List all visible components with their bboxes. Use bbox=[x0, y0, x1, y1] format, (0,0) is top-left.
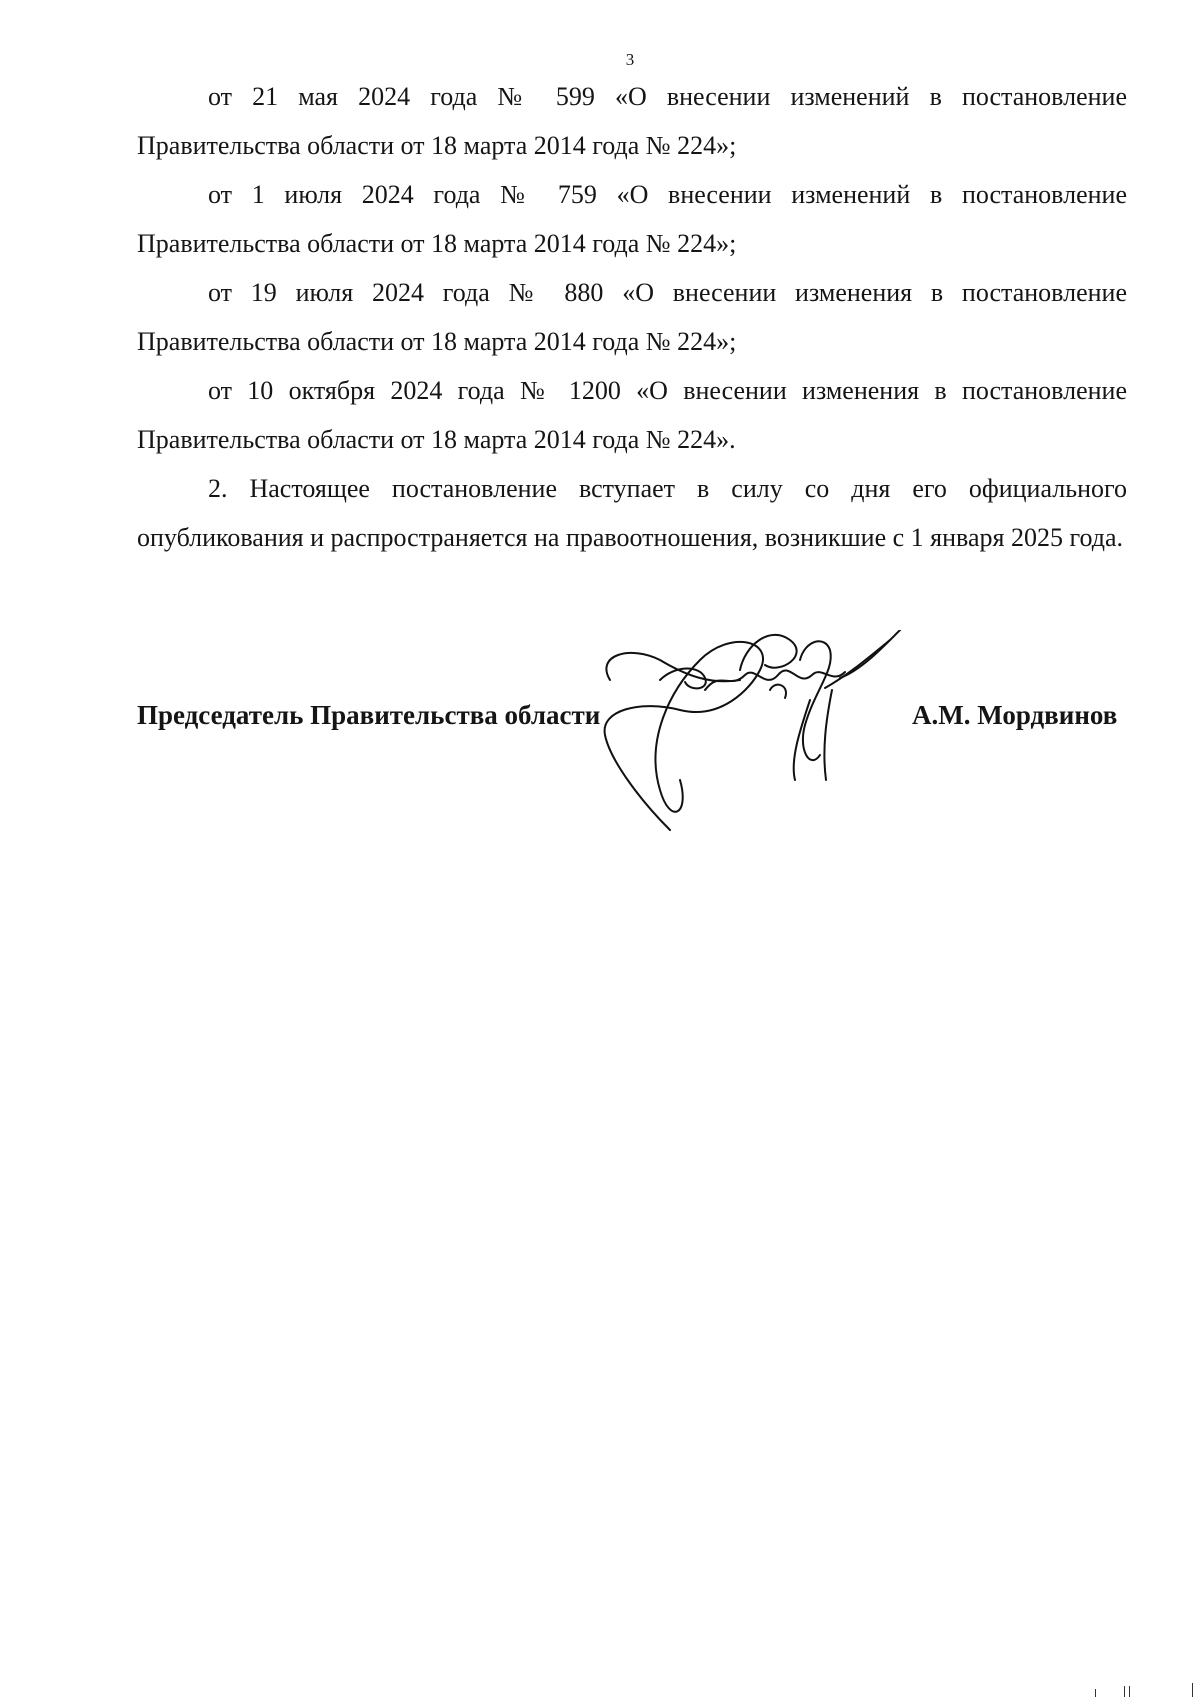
page-number: 3 bbox=[625, 50, 635, 69]
scan-edge-mark bbox=[1095, 1689, 1096, 1697]
scan-edge-mark bbox=[1192, 1683, 1193, 1697]
paragraph-amendment-880: от 19 июля 2024 года № 880 «О внесении изменения в постановление Правительства области от 18 марта 2014 года № 224»; bbox=[137, 278, 1127, 356]
paragraph-amendment-1200: от 10 октября 2024 года № 1200 «О внесении изменения в постановление Правительства области от 18 марта 2014 года № 224». bbox=[137, 376, 1127, 454]
scan-edge-mark bbox=[1129, 1686, 1130, 1697]
paragraph-amendment-599: от 21 мая 2024 года № 599 «О внесении изменений в постановление Правительства области от 18 марта 2014 года № 224»; bbox=[137, 82, 1127, 160]
paragraph-effective-date: 2. Настоящее постановление вступает в силу со дня его официального опубликования и распространяется на правоотношения, возникшие с 1 января 2025 года. bbox=[137, 474, 1127, 552]
scan-edge-mark bbox=[1124, 1686, 1125, 1697]
handwritten-signature bbox=[600, 630, 950, 840]
document-body bbox=[137, 72, 1127, 562]
paragraph-amendment-759: от 1 июля 2024 года № 759 «О внесении изменений в постановление Правительства области от 18 марта 2014 года № 224»; bbox=[137, 180, 1127, 258]
signer-title: Председатель Правительства области bbox=[137, 700, 601, 730]
signer-name: А.М. Мордвинов bbox=[912, 700, 1118, 730]
